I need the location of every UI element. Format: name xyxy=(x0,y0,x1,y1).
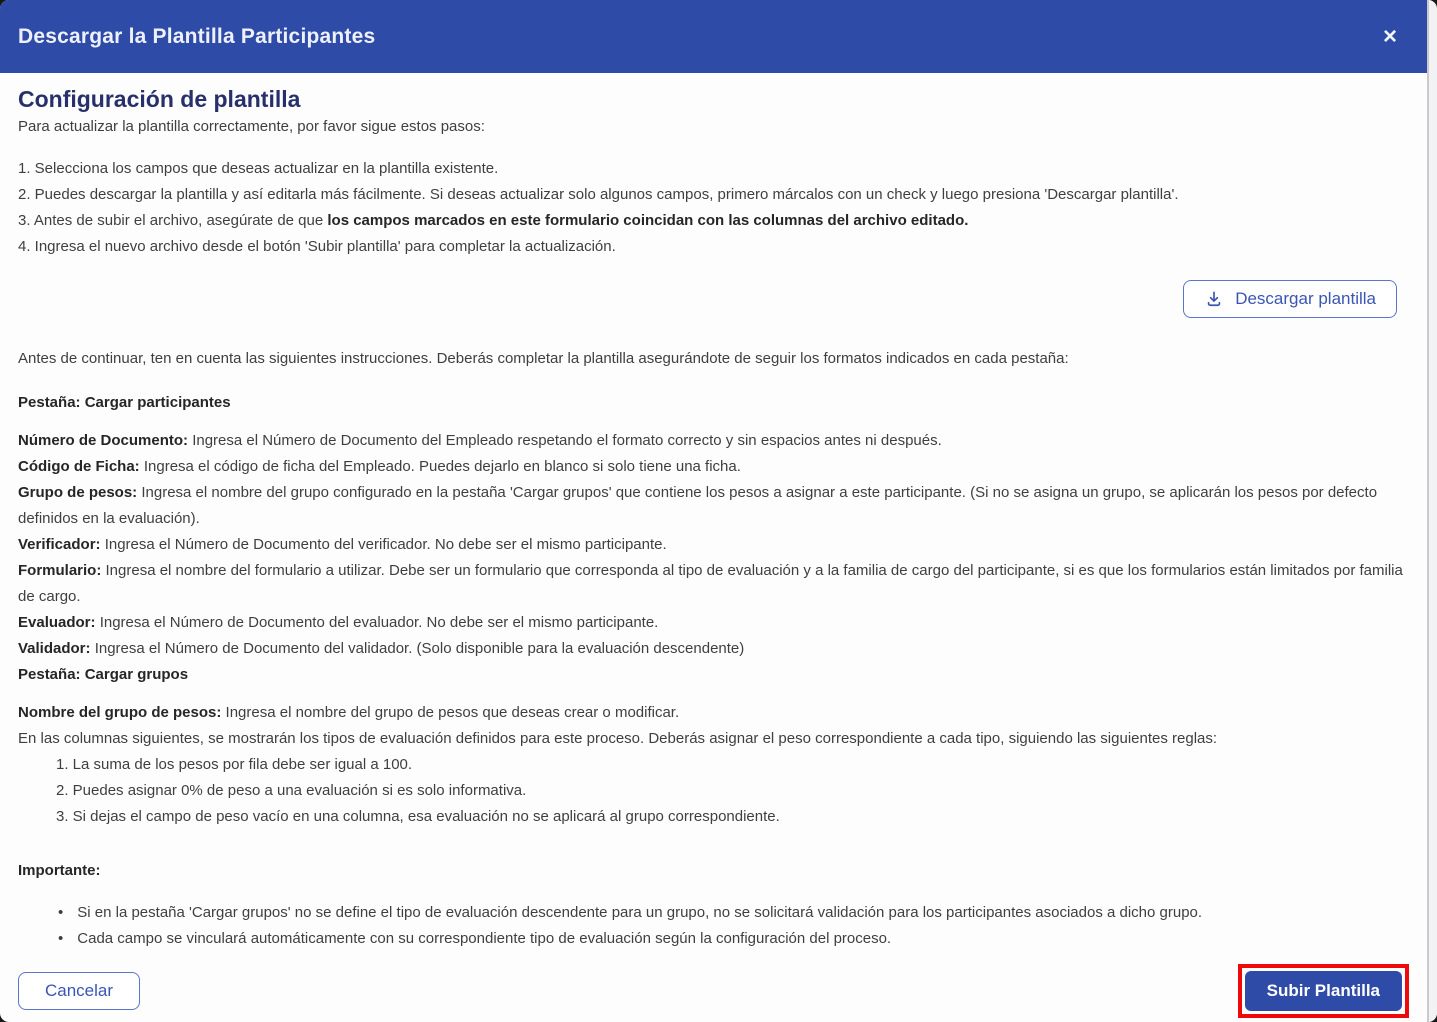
columns-note-text: En las columnas siguientes, se mostrarán los tipos de evaluación definidos para este proceso. Deberás asignar el peso correspondiente a cada tipo, siguiendo las siguientes reglas: xyxy=(18,730,1218,747)
field-definition: Grupo de pesos: Ingresa el nombre del grupo configurado en la pestaña 'Cargar grupos' que contiene los pesos a asignar a este participante. (Si no se asigna un grupo, se aplicarán los pesos por defecto definidos en la evaluación). xyxy=(18,484,1378,527)
annotation-highlight xyxy=(1238,964,1409,1018)
field-definition: Formulario: Ingresa el nombre del formulario a utilizar. Debe ser un formulario que corresponda al tipo de evaluación y a la familia de cargo del participante, si es que los formularios están limitados por familia de cargo. xyxy=(18,562,1403,605)
fields-list xyxy=(18,428,1409,688)
bullet-item: • Cada campo se vinculará automáticamente con su correspondiente tipo de evaluación según la configuración del proceso. xyxy=(58,926,1409,952)
download-icon xyxy=(1204,289,1224,309)
step-item: 1. Selecciona los campos que deseas actualizar en la plantilla existente. xyxy=(18,160,499,177)
pre-instructions-text: Antes de continuar, ten en cuenta las siguientes instrucciones. Deberás completar la plantilla asegurándote de seguir los formatos indicados en cada pestaña: xyxy=(18,350,1069,367)
cancel-button[interactable]: Cancelar xyxy=(18,972,140,1010)
download-template-button[interactable] xyxy=(1183,280,1397,318)
important-bullets-list xyxy=(18,900,1409,952)
bullet-item: • Si en la pestaña 'Cargar grupos' no se define el tipo de evaluación descendente para un grupo, no se solicitará validación para los participantes asociados a dicho grupo. xyxy=(58,900,1409,926)
rules-list xyxy=(18,752,1409,830)
upload-template-button[interactable]: Subir Plantilla xyxy=(1245,971,1402,1011)
intro-text: Para actualizar la plantilla correctamente, por favor sigue estos pasos: xyxy=(18,118,485,135)
modal-title: Descargar la Plantilla Participantes xyxy=(18,24,376,48)
scrollbar-track[interactable] xyxy=(1427,0,1437,1022)
modal-header xyxy=(0,0,1427,73)
tab-heading-participants: Pestaña: Cargar participantes xyxy=(18,394,231,411)
download-button-row xyxy=(18,280,1409,318)
step-item: 2. Puedes descargar la plantilla y así editarla más fácilmente. Si deseas actualizar solo algunos campos, primero márcalos con un check y luego presiona 'Descargar plantilla'. xyxy=(18,186,1179,203)
steps-list xyxy=(18,156,1409,260)
close-icon[interactable]: × xyxy=(1379,23,1401,51)
field-definition: Validador: Ingresa el Número de Documento del validador. (Solo disponible para la evaluación descendente) xyxy=(18,640,745,657)
step-item: 4. Ingresa el nuevo archivo desde el botón 'Subir plantilla' para completar la actualización. xyxy=(18,238,616,255)
rule-item: 3. Si dejas el campo de peso vacío en una columna, esa evaluación no se aplicará al grupo correspondiente. xyxy=(56,808,780,825)
step-item: 3. Antes de subir el archivo, asegúrate de que los campos marcados en este formulario coincidan con las columnas del archivo editado. xyxy=(18,212,969,229)
important-heading: Importante: xyxy=(18,862,101,879)
field-definition: Evaluador: Ingresa el Número de Documento del evaluador. No debe ser el mismo participante. xyxy=(18,614,659,631)
group-field-definition: Nombre del grupo de pesos: Ingresa el nombre del grupo de pesos que deseas crear o modificar. xyxy=(18,704,680,721)
field-definition: Código de Ficha: Ingresa el código de ficha del Empleado. Puedes dejarlo en blanco si solo tiene una ficha. xyxy=(18,458,741,475)
tab-heading-groups: Pestaña: Cargar grupos xyxy=(18,666,189,683)
field-definition: Número de Documento: Ingresa el Número de Documento del Empleado respetando el formato correcto y sin espacios antes ni después. xyxy=(18,432,942,449)
download-button-label: Descargar plantilla xyxy=(1235,289,1376,308)
modal-footer xyxy=(18,964,1409,1018)
modal-content xyxy=(0,73,1427,1022)
rule-item: 2. Puedes asignar 0% de peso a una evaluación si es solo informativa. xyxy=(56,782,527,799)
field-definition: Verificador: Ingresa el Número de Documento del verificador. No debe ser el mismo participante. xyxy=(18,536,667,553)
section-title: Configuración de plantilla xyxy=(18,86,301,112)
rule-item: 1. La suma de los pesos por fila debe ser igual a 100. xyxy=(56,756,413,773)
